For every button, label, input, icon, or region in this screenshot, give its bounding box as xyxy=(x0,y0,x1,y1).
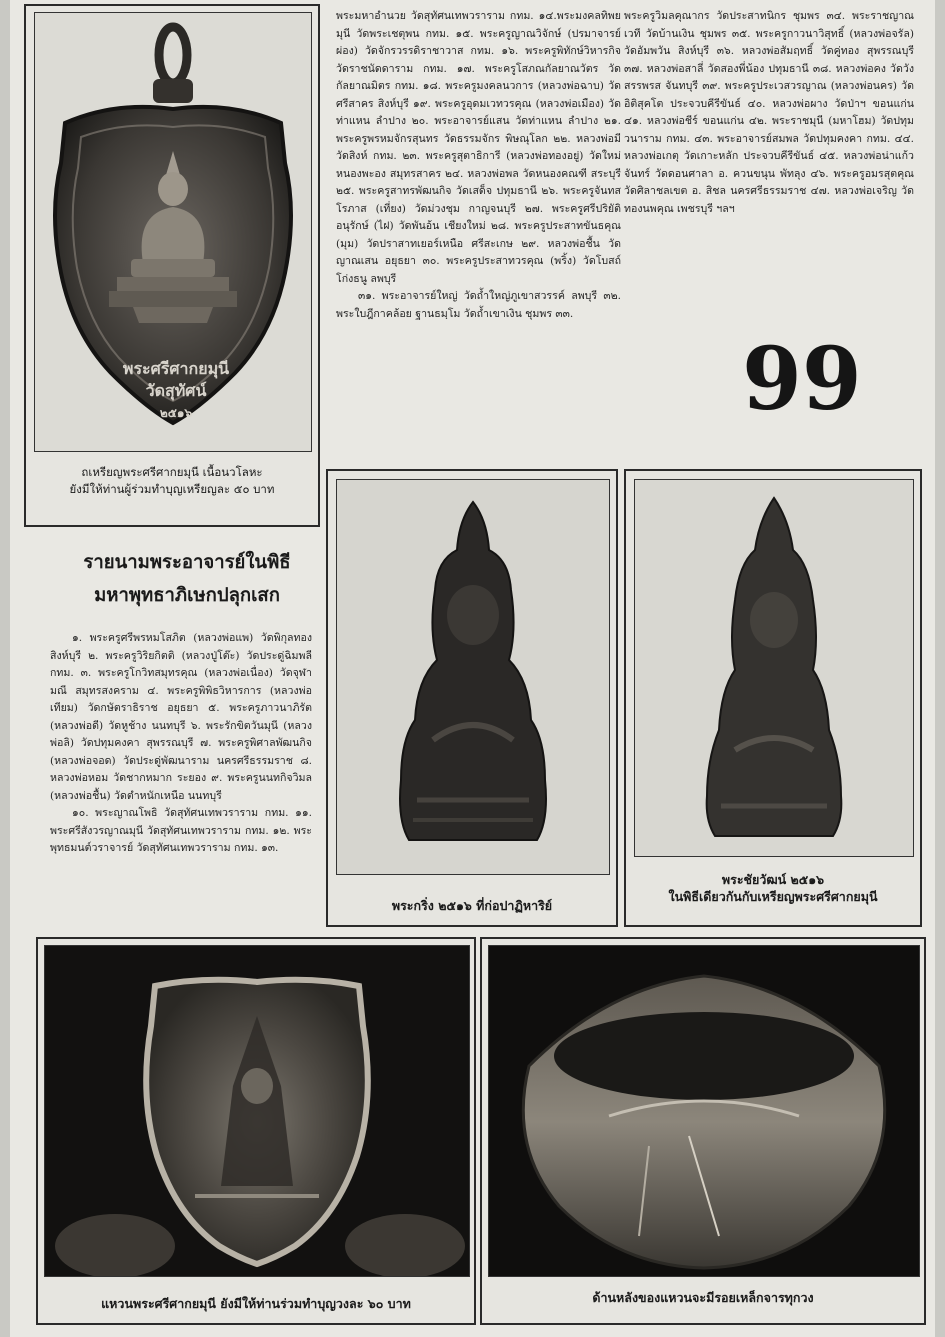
ring-front-photo-frame xyxy=(36,937,476,1325)
text-column-left xyxy=(50,630,312,922)
list-heading-line: มหาพุทธาภิเษกปลุกเสก xyxy=(94,585,280,606)
pra-chai-caption xyxy=(626,871,920,905)
medal-photo-frame xyxy=(24,4,320,527)
paragraph: ๑๐. พระญาณโพธิ วัดสุทัศนเทพวราราม กทม. ๑๑. พระศรีสังวรญาณมุนี วัดสุทัศนเทพวราราม กทม. ๑๒. พระพุทธมนต์วราจารย์ วัดสุทัศนเทพวราราม กทม. ๑๓. xyxy=(50,807,312,854)
pra-chai-caption-line: ในพิธีเดียวกันกับเหรียญพระศรีศากยมุนี xyxy=(668,889,878,904)
text-column-right xyxy=(624,8,914,318)
paragraph: ๑. พระครูศรีพรหมโสภิต (หลวงพ่อแพ) วัดพิกุลทอง สิงห์บุรี ๒. พระครูวิริยกิตติ (หลวงปู่โต๊ะ) วัดประดู่ฉิมพลี กทม. ๓. พระครูโกวิทสมุทรคุณ (หลวงพ่อเนื่อง) วัดจุฬามณี สมุทรสงคราม ๔. พระครูพิพิธวิหารการ (หลวงพ่อเทียม) วัดกษัตราธิราช อยุธยา ๕. พระครูภาวนาภิรัต (หลวงพ่อดี) วัดหูช้าง นนทบุรี ๖. พระรักขิตวันมุนี (หลวงพ่อลิ) วัดปทุมคงคา สุพรรณบุรี ๗. พระครูพิศาลพัฒนกิจ (หลวงพ่อจอด) วัดประดู่พัฒนาราม นครศรีธรรมราช ๘. หลวงพ่อหอม วัดชากหมาก ระยอง ๙. พระครูนนทกิจวิมล (หลวงพ่อชื้น) วัดตำหนักเหนือ นนทบุรี xyxy=(50,632,312,802)
ring-back-caption: ด้านหลังของแหวนจะมีรอยเหล็กจารทุกวง xyxy=(592,1290,814,1305)
ring-back-photo-frame xyxy=(480,937,926,1325)
magazine-page xyxy=(10,0,935,1337)
pra-chai-caption-line: พระชัยวัฒน์ ๒๕๑๖ xyxy=(721,872,825,887)
ring-back-svg xyxy=(489,946,919,1276)
medal-inscription-line: วัดสุทัศน์ xyxy=(145,381,207,400)
pra-kring-svg xyxy=(337,480,609,874)
medal-inscription-line: ๒๕๑๖ xyxy=(159,406,193,420)
medal-caption-line: ถเหรียญพระศรีศากยมุนี เนื้อนวโลหะ xyxy=(81,465,263,479)
ring-back-image xyxy=(488,945,920,1277)
pra-kring-photo-frame xyxy=(326,469,618,927)
medal-inscription xyxy=(86,358,266,424)
medal-inscription-line: พระศรีศากยมุนี xyxy=(122,359,230,378)
closing-quote-mark: 99 xyxy=(742,329,862,430)
pra-kring-image xyxy=(336,479,610,875)
list-heading-line: รายนามพระอาจารย์ในพิธี xyxy=(83,552,291,573)
list-heading xyxy=(58,546,316,612)
pra-chai-image xyxy=(634,479,914,857)
ring-front-svg xyxy=(45,946,469,1276)
pra-kring-caption: พระกริ่ง ๒๕๑๖ ที่ก่อปาฏิหาริย์ xyxy=(391,898,553,913)
text-column-middle xyxy=(336,8,621,456)
ring-front-image xyxy=(44,945,470,1277)
pra-chai-photo-frame xyxy=(624,469,922,927)
paragraph: พระครูวิมลคุณากร วัดประสาทนิกร ชุมพร ๓๔. พระราชญาณเวที วัดบ้านเงิน ชุมพร ๓๕. พระครูกาวนาวิสุทธิ์ (หลวงพ่อจรัล) วัดอัมพวัน สิงห์บุรี ๓๖. หลวงพ่อสัมฤทธิ์ วัดคู่ทอง สุพรรณบุรี ๓๗. หลวงพ่อสาลี่ วัดสองพี่น้อง ปทุมธานี ๓๘. หลวงพ่อคง วัดวังสรรพรส จันทบุรี ๓๙. พระครูประเวสวรญาณ (หลวงพ่อนคร) วัดอิติสุคโต ประจวบคีรีขันธ์ ๔๐. หลวงพ่อผาง วัดป่าฯ ขอนแก่น ๔๑. หลวงพ่อชีร์ ขอนแก่น ๔๒. พระราชมุนี (มหาโฮม) วัดปทุมวนาราม กทม. ๔๓. พระอาจารย์สมพล วัดปทุมคงคา กทม. ๔๔. หลวงพ่อเกตุ วัดเกาะหลัก ประจวบคีรีขันธ์ ๔๕. หลวงพ่อน่าแก้วจันทร์ วัดดอนศาลา อ. ควนขนุน พัทลุง ๔๖. พระครูอมรสุตคุณ วัดศิลาชลเขต อ. สิชล นครศรีธรรมราช ๔๗. หลวงพ่อเจริญ วัดทองนพคุณ เพชรบุรี ฯลฯ xyxy=(624,10,914,215)
medal-caption xyxy=(26,464,318,498)
paragraph: พระมหาอำนวย วัดสุทัศนเทพวราราม กทม. ๑๔.พระมงคลทิพยมุนี วัดพระเชตุพน กทม. ๑๕. พระครูญาณวิจักษ์ (ปรมาจารย์ผ่อง) วัดจักรวรรดิราชาวาส กทม. ๑๖. พระครูพิทักษ์วิหารกิจ วัดราชนัดดาราม กทม. ๑๗. พระครูโสภณกัลยาณวัตร วัดกัลยาณมิตร กทม. ๑๘. พระครูมงคลนวการ (หลวงพ่อฉาบ) วัดศรีสาคร สิงห์บุรี ๑๙. พระครูอุดมเวทวรคุณ (หลวงพ่อเมือง) วัดท่าแหน ลำปาง ๒๐. พระอาจารย์แสน วัดท่าแหน ลำปาง ๒๑. พระครูพรหมจักรสุนทร วัดธรรมจักร พิษณุโลก ๒๒. หลวงพ่อมี วัดสิงห์ กทม. ๒๓. พระครูสุตาธิการี (หลวงพ่อทองอยู่) วัดใหม่หนองพะอง สมุทรสาคร ๒๔. หลวงพ่อพล วัดหนองคณฑี สระบุรี ๒๕. พระครูสาทรพัฒนกิจ วัดเสด็จ ปทุมธานี ๒๖. พระครูจันทสโรภาส (เที่ยง) วัดม่วงชุม กาญจนบุรี ๒๗. พระครูศรีปริยัติอนุรักษ์ (ไฝ) วัดพันอ้น เชียงใหม่ ๒๘. พระครูประสาทขันธคุณ (มุม) วัดปราสาทเยอร์เหนือ ศรีสะเกษ ๒๙. หลวงพ่อชื้น วัดญาณเสน อยุธยา ๓๐. พระครูประสาทวรคุณ (พริ้ง) วัดโบสถ์โก่งธนู ลพบุรี xyxy=(336,10,621,285)
pra-chai-svg xyxy=(635,480,913,856)
ring-front-caption: แหวนพระศรีศากยมุนี ยังมีให้ท่านร่วมทำบุญวงละ ๖๐ บาท xyxy=(101,1296,411,1311)
medal-caption-line: ยังมีให้ท่านผู้ร่วมทำบุญเหรียญละ ๕๐ บาท xyxy=(69,482,275,496)
paragraph: ๓๑. พระอาจารย์ใหญ่ วัดถ้ำใหญ่ภูเขาสวรรค์ ลพบุรี ๓๒. พระใบฎีกาคล้อย ฐานธมฺโม วัดถ้ำเขาเงิน ชุมพร ๓๓. xyxy=(336,290,621,320)
